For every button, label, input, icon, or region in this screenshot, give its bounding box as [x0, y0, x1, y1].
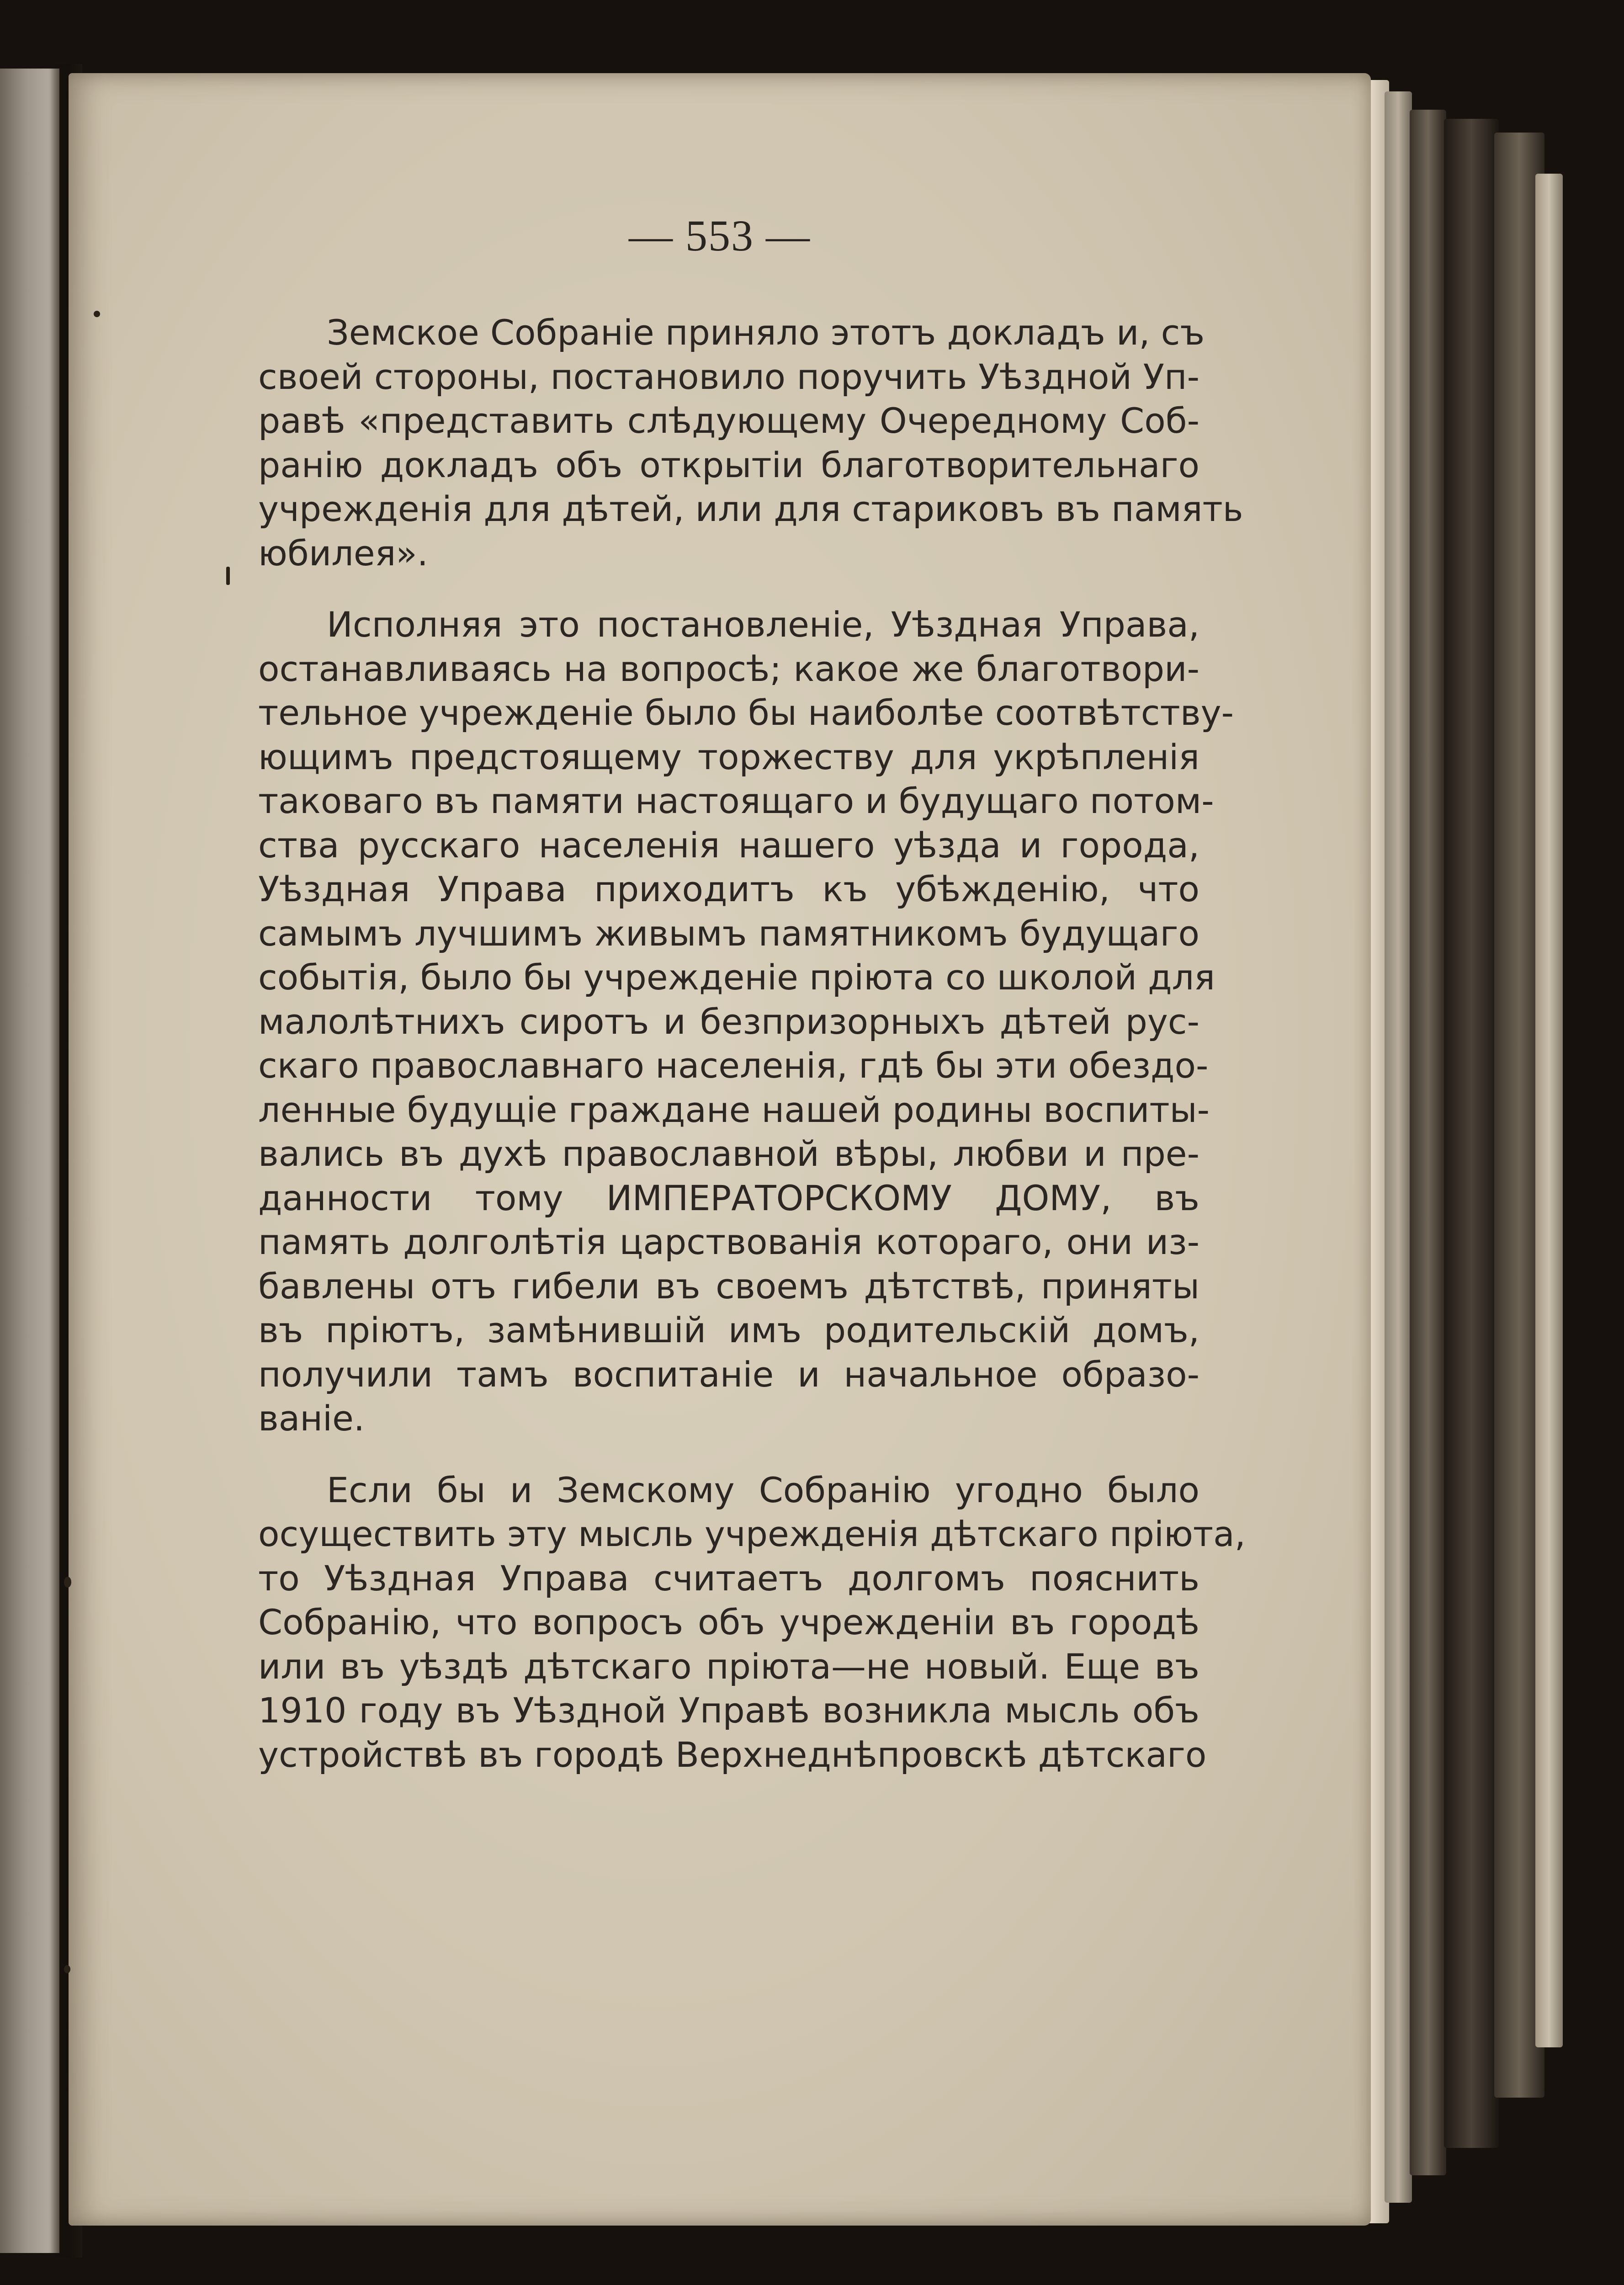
page-stack-edge: [1410, 110, 1446, 2175]
paper-speck: [64, 1965, 70, 1973]
text-line: ранію докладъ объ открытіи благотворительнаго: [258, 444, 1199, 485]
text-line: Собранію, что вопросъ объ учрежденіи въ городѣ: [258, 1602, 1199, 1642]
text-line: малолѣтнихъ сиротъ и безпризорныхъ дѣтей рус-: [258, 1001, 1199, 1042]
text-line: то Уѣздная Управа считаетъ долгомъ пояснить: [258, 1557, 1199, 1599]
text-line: данности тому ИМПЕРАТОРСКОМУ ДОМУ, въ: [258, 1177, 1199, 1218]
text-line: Уѣздная Управа приходитъ къ убѣжденію, что: [258, 869, 1199, 909]
text-line: устройствѣ въ городѣ Верхнеднѣпровскѣ дѣтскаго: [258, 1734, 1207, 1775]
text-line: осуществить эту мысль учрежденія дѣтскаго пріюта,: [258, 1514, 1246, 1554]
page-number: — 553 —: [629, 211, 811, 260]
paper-speck: [226, 567, 230, 585]
text-line: Земское Собраніе приняло этотъ докладъ и, съ: [327, 312, 1205, 353]
paper-speck: [64, 1577, 71, 1588]
text-line: событія, было бы учрежденіе пріюта со школой для: [258, 957, 1215, 998]
text-line: останавливаясь на вопросѣ; какое же благотвори-: [258, 648, 1199, 689]
page-stack-edge: [1385, 91, 1412, 2203]
paper-speck: [94, 311, 100, 317]
text-line: въ пріютъ, замѣнившій имъ родительскій домъ,: [258, 1310, 1199, 1350]
text-line: память долголѣтія царствованія котораго, они из-: [258, 1222, 1199, 1262]
text-line: получили тамъ воспитаніе и начальное образо-: [258, 1354, 1199, 1395]
text-line: 1910 году въ Уѣздной Управѣ возникла мысль объ: [258, 1690, 1199, 1731]
page-body-text: [258, 311, 1246, 1777]
text-line: Исполняя это постановленіе, Уѣздная Управа,: [327, 604, 1199, 645]
text-line: Если бы и Земскому Собранію угодно было: [327, 1469, 1199, 1510]
text-line: равѣ «представить слѣдующему Очередному Соб-: [258, 400, 1199, 441]
text-line: скаго православнаго населенія, гдѣ бы эти обездо-: [258, 1045, 1209, 1086]
page-stack-edge: [1535, 174, 1563, 2047]
text-line: учрежденія для дѣтей, или для стариковъ въ память: [258, 489, 1243, 529]
text-line: тельное учрежденіе было бы наиболѣе соотвѣтству-: [258, 692, 1234, 733]
text-line: своей стороны, постановило поручить Уѣздной Уп-: [258, 356, 1199, 397]
text-line: самымъ лучшимъ живымъ памятникомъ будущаго: [258, 913, 1199, 954]
book-cover-edge: [1444, 119, 1499, 2148]
text-line: юбилея».: [258, 532, 428, 574]
text-line: вались въ духѣ православной вѣры, любви и пре-: [258, 1133, 1199, 1174]
book-page: [69, 73, 1371, 2226]
text-line: таковаго въ памяти настоящаго и будущаго потом-: [258, 781, 1214, 821]
text-line: или въ уѣздѣ дѣтскаго пріюта—не новый. Еще въ: [258, 1646, 1199, 1687]
text-line: бавлены отъ гибели въ своемъ дѣтствѣ, приняты: [258, 1265, 1199, 1307]
text-line: ющимъ предстоящему торжеству для укрѣпленія: [258, 736, 1199, 777]
text-line: ленные будущіе граждане нашей родины воспиты-: [258, 1089, 1210, 1130]
text-line: ваніе.: [258, 1398, 365, 1439]
text-line: ства русскаго населенія нашего уѣзда и города,: [258, 824, 1199, 866]
